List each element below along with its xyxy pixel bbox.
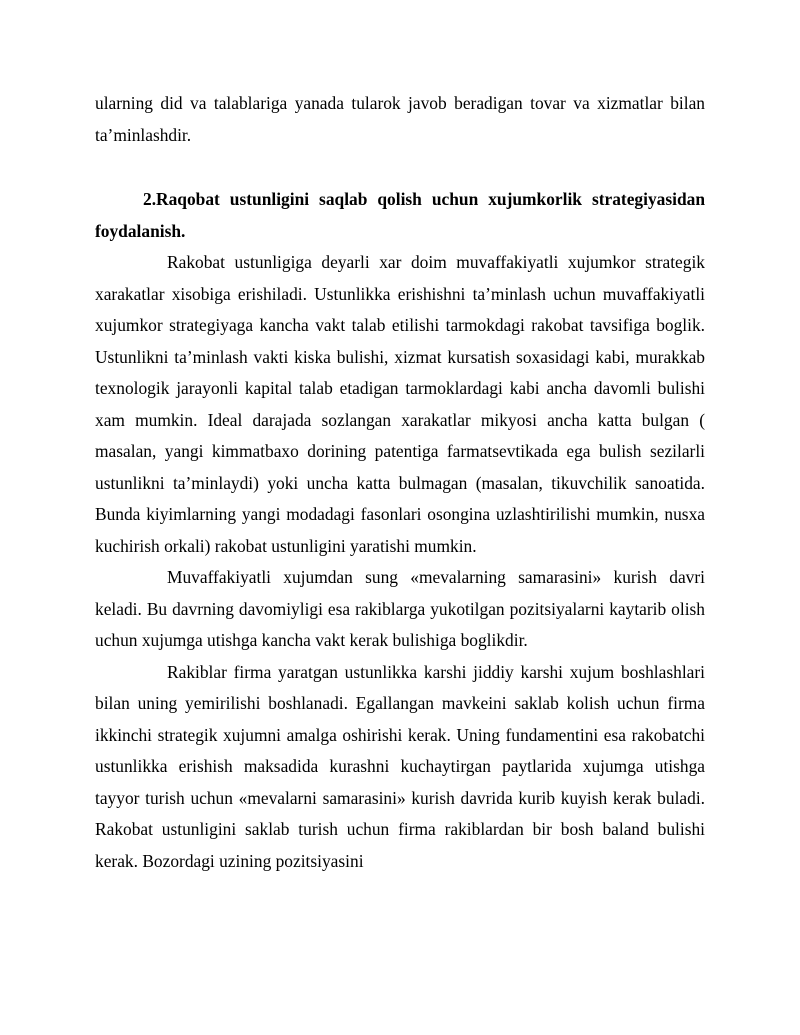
section-heading-block xyxy=(95,184,705,247)
section-body xyxy=(95,247,705,877)
body-paragraph: Rakiblar firma yaratgan ustunlikka karshi jiddiy karshi xujum boshlashlari bilan uning yemirilishi boshlanadi. Egallangan mavkeini saklab kolish uchun firma ikkinchi strategik xujumni amalga oshirishi kerak. Uning fundamentini esa rakobatchi ustunlikka erishish maksadida kurashni kuchaytirgan paytlarida xujumga utishga tayyor turish uchun «mevalarni samarasini» kurish davrida kurib kuyish kerak buladi. Rakobat ustunligini saklab turish uchun firma rakiblardan bir bosh baland bulishi kerak. Bozordagi uzining pozitsiyasini xyxy=(95,661,705,871)
continuation-paragraph: ularning did va talablariga yanada tularok javob beradigan tovar va xizmatlar bilan ta’minlashdir. xyxy=(95,93,705,145)
body-paragraph: Muvaffakiyatli xujumdan sung «mevalarning samarasini» kurish davri keladi. Bu davrning davomiyligi esa rakiblarga yukotilgan pozitsiyalarni kaytarib olish uchun xujumga utishga kancha vakt kerak bulishiga boglikdir. xyxy=(95,567,705,650)
body-paragraph: Rakobat ustunligiga deyarli xar doim muvaffakiyatli xujumkor strategik xarakatlar xisobiga erishiladi. Ustunlikka erishishni ta’minlash uchun muvaffakiyatli xujumkor strategiyaga kancha vakt talab etilishi tarmokdagi rakobat tavsifiga boglik. Ustunlikni ta’minlash vakti kiska bulishi, xizmat kursatish soxasidagi kabi, murakkab texnologik jarayonli kapital talab etadigan tarmoklardagi kabi ancha davomli bulishi xam mumkin. Ideal darajada sozlangan xarakatlar mikyosi ancha katta bulgan ( masalan, yangi kimmatbaxo dorining patentiga farmatsevtikada ega bulish sezilarli ustunlikni ta’minlaydi) yoki uncha katta bulmagan (masalan, tikuvchilik sanoatida. Bunda kiyimlarning yangi modadagi fasonlari osongina uzlashtirilishi mumkin, nusxa kuchirish orkali) rakobat ustunligini yaratishi mumkin. xyxy=(95,252,705,556)
section-heading: 2.Raqobat ustunligini saqlab qolish uchun xujumkorlik strategiyasidan foydalanish. xyxy=(95,189,705,241)
continuation-block xyxy=(95,88,705,151)
